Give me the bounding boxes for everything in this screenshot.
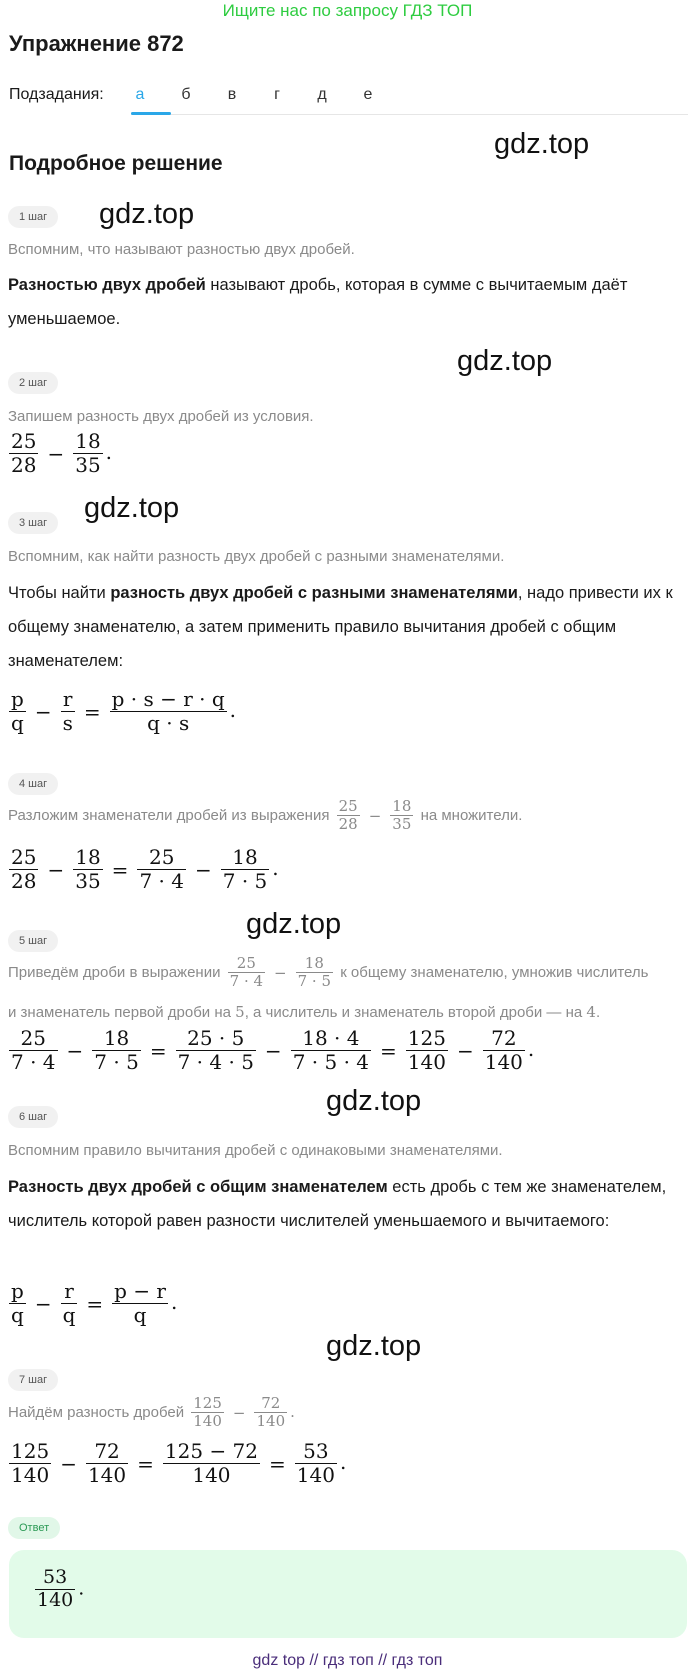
- tab-g[interactable]: г: [274, 86, 280, 103]
- tab-b[interactable]: б: [181, 86, 191, 103]
- tab-e[interactable]: е: [363, 86, 373, 103]
- formula: $\frac{25}{7 \cdot 4}$ − $\frac{18}{7 \cdot 5}$ = $\frac{25 \cdot 5}{7 \cdot 4 \cdot 5}$ − $\frac{18 \cdot 4}{7 \cdot 5 \cdot 4}$ = $\frac{125}{140}$ − $\frac{72}{140}$ .: [11, 1026, 535, 1074]
- step-badge: 6 шаг: [8, 1106, 58, 1128]
- formula: $\frac{25}{28}$ − $\frac{18}{35}$ = $\frac{25}{7 \cdot 4}$ − $\frac{18}{7 \cdot 5}$ .: [11, 845, 279, 893]
- tabs-divider: [131, 114, 688, 115]
- subtasks-label: Подзадания:: [9, 86, 104, 103]
- step-text-rest: называют дробь, которая в сумме с вычитаемым даёт уменьшаемое.: [8, 276, 628, 328]
- footer-links[interactable]: gdz top // гдз топ // гдз топ: [252, 1652, 443, 1669]
- step-hint: Вспомним, что называют разностью двух дробей.: [8, 241, 355, 258]
- step-hint: Запишем разность двух дробей из условия.: [8, 408, 314, 425]
- formula: $\frac{125}{140}$ − $\frac{72}{140}$ = $\frac{125 - 72}{140}$ = $\frac{53}{140}$ .: [11, 1439, 347, 1487]
- step-badge: 3 шаг: [8, 512, 58, 534]
- step-hint-line2: и знаменатель первой дроби на 5, а числитель и знаменатель второй дроби — на 4.: [8, 1003, 601, 1021]
- step-text: [8, 268, 688, 336]
- step-badge: 1 шаг: [8, 206, 58, 228]
- tab-d[interactable]: д: [317, 86, 327, 103]
- step-text-bold: Разностью двух дробей: [8, 276, 206, 294]
- answer-box: [9, 1550, 687, 1638]
- step-hint: Найдём разность дробей $\frac{125}{140}$ − $\frac{72}{140}$ .: [8, 1394, 295, 1431]
- tab-a[interactable]: а: [135, 86, 145, 103]
- formula: $\frac{p}{q}$ − $\frac{r}{s}$ = $\frac{p \cdot s - r \cdot q}{q \cdot s}$ .: [11, 687, 237, 735]
- step-badge: 4 шаг: [8, 773, 58, 795]
- watermark: gdz.top: [457, 345, 553, 377]
- tab-v[interactable]: в: [227, 86, 237, 103]
- step-text: Чтобы найти разность двух дробей с разными знаменателями, надо привести их к общему знаменателю, а затем применить правило вычитания дробей с общим знаменателем:: [8, 584, 673, 670]
- page-title: Упражнение 872: [9, 31, 184, 56]
- watermark: gdz.top: [326, 1085, 422, 1117]
- promo-banner: Ищите нас по запросу ГДЗ ТОП: [222, 1, 473, 20]
- watermark: gdz.top: [326, 1330, 422, 1362]
- watermark: gdz.top: [99, 198, 195, 230]
- watermark: gdz.top: [84, 492, 180, 524]
- step-badge: 2 шаг: [8, 372, 58, 394]
- answer-badge: Ответ: [8, 1517, 60, 1539]
- section-title: Подробное решение: [9, 152, 223, 175]
- watermark: gdz.top: [494, 128, 590, 160]
- step-hint: Приведём дроби в выражении $\frac{25}{7 \cdot 4}$ − $\frac{18}{7 \cdot 5}$ к общему знаменателю, умножив числитель: [8, 954, 649, 991]
- active-tab-indicator: [131, 112, 171, 115]
- step-badge: 7 шаг: [8, 1369, 58, 1391]
- formula: $\frac{25}{28}$ − $\frac{18}{35}$ .: [11, 429, 113, 477]
- step-hint: Вспомним, как найти разность двух дробей с разными знаменателями.: [8, 548, 505, 565]
- step-text: Разность двух дробей с общим знаменателем есть дробь с тем же знаменателем, числитель которой равен разности числителей уменьшаемого и вычитаемого:: [8, 1178, 667, 1230]
- step-badge: 5 шаг: [8, 930, 58, 952]
- step-hint: Вспомним правило вычитания дробей с одинаковыми знаменателями.: [8, 1142, 503, 1159]
- step-hint: Разложим знаменатели дробей из выражения $\frac{25}{28}$ − $\frac{18}{35}$ на множители.: [8, 797, 523, 834]
- answer-formula: $\frac{53}{140}$ .: [37, 1566, 85, 1611]
- formula: $\frac{p}{q}$ − $\frac{r}{q}$ = $\frac{p - r}{q}$ .: [11, 1279, 178, 1327]
- watermark: gdz.top: [246, 908, 342, 940]
